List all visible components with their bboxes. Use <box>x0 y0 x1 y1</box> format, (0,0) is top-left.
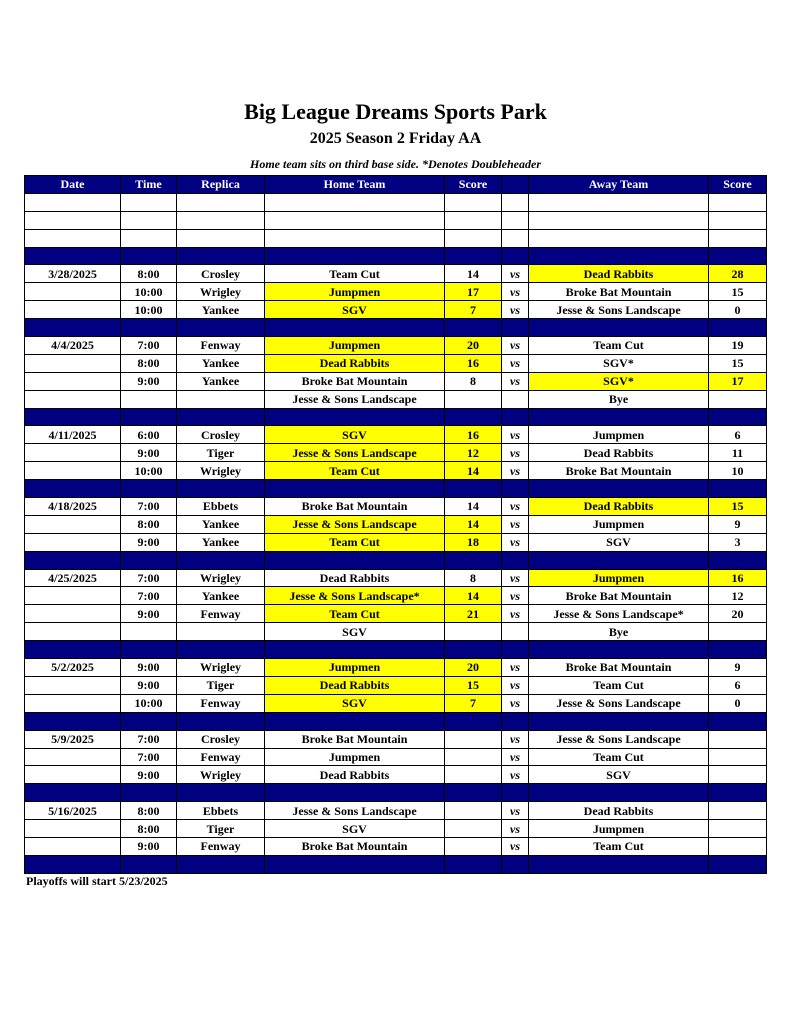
game-date: 4/4/2025 <box>25 337 121 355</box>
home-score: 17 <box>445 283 502 301</box>
home-team: Jesse & Sons Landscape <box>265 390 445 408</box>
vs-label: vs <box>502 462 529 480</box>
game-time: 10:00 <box>121 462 177 480</box>
game-row <box>25 748 767 766</box>
vs-label: vs <box>502 515 529 533</box>
game-date <box>25 533 121 551</box>
field-replica <box>177 390 265 408</box>
game-row <box>25 265 767 283</box>
away-score: 9 <box>709 659 767 677</box>
away-score <box>709 730 767 748</box>
home-team: Broke Bat Mountain <box>265 837 445 855</box>
game-row <box>25 605 767 623</box>
away-score <box>709 748 767 766</box>
home-score: 14 <box>445 265 502 283</box>
away-score <box>709 820 767 838</box>
game-date <box>25 462 121 480</box>
game-date <box>25 515 121 533</box>
home-team: Team Cut <box>265 605 445 623</box>
home-score <box>445 766 502 784</box>
home-score: 14 <box>445 462 502 480</box>
home-score <box>445 730 502 748</box>
field-replica: Ebbets <box>177 498 265 516</box>
away-team: Jumpmen <box>529 515 709 533</box>
game-row <box>25 694 767 712</box>
away-team: Jesse & Sons Landscape* <box>529 605 709 623</box>
vs-label: vs <box>502 694 529 712</box>
away-score: 15 <box>709 283 767 301</box>
away-team: Team Cut <box>529 748 709 766</box>
home-team: Broke Bat Mountain <box>265 372 445 390</box>
game-time: 7:00 <box>121 587 177 605</box>
away-team: Bye <box>529 623 709 641</box>
vs-label: vs <box>502 802 529 820</box>
vs-label: vs <box>502 820 529 838</box>
schedule-table <box>24 175 767 874</box>
game-date: 3/28/2025 <box>25 265 121 283</box>
home-score: 14 <box>445 587 502 605</box>
away-team: Broke Bat Mountain <box>529 462 709 480</box>
game-time: 10:00 <box>121 301 177 319</box>
home-score: 20 <box>445 659 502 677</box>
game-time: 8:00 <box>121 515 177 533</box>
game-row <box>25 837 767 855</box>
vs-label: vs <box>502 587 529 605</box>
separator-row <box>25 641 767 659</box>
field-replica: Fenway <box>177 605 265 623</box>
game-time: 10:00 <box>121 694 177 712</box>
game-date <box>25 587 121 605</box>
away-score: 16 <box>709 569 767 587</box>
away-score <box>709 623 767 641</box>
col-header-date: Date <box>25 176 121 194</box>
schedule-body <box>25 193 767 873</box>
home-team: SGV <box>265 623 445 641</box>
game-date <box>25 820 121 838</box>
vs-label: vs <box>502 605 529 623</box>
col-header-time: Time <box>121 176 177 194</box>
home-team: Team Cut <box>265 533 445 551</box>
home-score: 12 <box>445 444 502 462</box>
game-row <box>25 337 767 355</box>
away-score: 0 <box>709 694 767 712</box>
field-replica: Yankee <box>177 515 265 533</box>
game-row <box>25 372 767 390</box>
away-team: SGV* <box>529 372 709 390</box>
game-row <box>25 623 767 641</box>
game-date <box>25 837 121 855</box>
game-row <box>25 820 767 838</box>
field-replica: Wrigley <box>177 766 265 784</box>
game-row <box>25 283 767 301</box>
game-date: 5/2/2025 <box>25 659 121 677</box>
away-team: Jesse & Sons Landscape <box>529 694 709 712</box>
game-time: 9:00 <box>121 837 177 855</box>
vs-label: vs <box>502 283 529 301</box>
home-score <box>445 623 502 641</box>
game-row <box>25 766 767 784</box>
season-subtitle: 2025 Season 2 Friday AA <box>309 130 482 147</box>
game-time: 8:00 <box>121 265 177 283</box>
away-team: Broke Bat Mountain <box>529 587 709 605</box>
game-date: 4/11/2025 <box>25 426 121 444</box>
game-time: 6:00 <box>121 426 177 444</box>
away-score: 17 <box>709 372 767 390</box>
vs-label: vs <box>502 659 529 677</box>
away-score: 11 <box>709 444 767 462</box>
away-score: 12 <box>709 587 767 605</box>
vs-label: vs <box>502 337 529 355</box>
game-date: 5/9/2025 <box>25 730 121 748</box>
home-score <box>445 748 502 766</box>
home-team: Dead Rabbits <box>265 676 445 694</box>
game-row <box>25 462 767 480</box>
vs-label: vs <box>502 498 529 516</box>
home-team: Dead Rabbits <box>265 569 445 587</box>
away-team: Dead Rabbits <box>529 444 709 462</box>
away-score: 6 <box>709 676 767 694</box>
home-score: 14 <box>445 515 502 533</box>
field-replica: Tiger <box>177 676 265 694</box>
away-team: Jesse & Sons Landscape <box>529 730 709 748</box>
game-row <box>25 569 767 587</box>
away-score: 3 <box>709 533 767 551</box>
game-row <box>25 730 767 748</box>
game-row <box>25 354 767 372</box>
home-team: Dead Rabbits <box>265 766 445 784</box>
game-date <box>25 372 121 390</box>
vs-label: vs <box>502 569 529 587</box>
away-score: 15 <box>709 498 767 516</box>
home-score: 7 <box>445 301 502 319</box>
game-time: 10:00 <box>121 283 177 301</box>
game-row <box>25 659 767 677</box>
away-team: Team Cut <box>529 837 709 855</box>
field-replica: Tiger <box>177 444 265 462</box>
separator-row <box>25 712 767 730</box>
home-team: Jumpmen <box>265 337 445 355</box>
away-team: Broke Bat Mountain <box>529 283 709 301</box>
game-row <box>25 301 767 319</box>
game-date <box>25 390 121 408</box>
home-team: Jumpmen <box>265 659 445 677</box>
away-score: 6 <box>709 426 767 444</box>
game-row <box>25 515 767 533</box>
game-time: 7:00 <box>121 337 177 355</box>
game-date <box>25 301 121 319</box>
home-team: Jesse & Sons Landscape <box>265 515 445 533</box>
away-score <box>709 390 767 408</box>
home-team: Team Cut <box>265 462 445 480</box>
game-date <box>25 748 121 766</box>
home-score <box>445 802 502 820</box>
field-replica: Wrigley <box>177 569 265 587</box>
vs-label: vs <box>502 730 529 748</box>
game-row <box>25 426 767 444</box>
field-replica: Crosley <box>177 426 265 444</box>
game-time: 7:00 <box>121 569 177 587</box>
home-team: Jesse & Sons Landscape <box>265 444 445 462</box>
away-score <box>709 837 767 855</box>
field-replica: Yankee <box>177 354 265 372</box>
home-score: 18 <box>445 533 502 551</box>
home-score: 16 <box>445 426 502 444</box>
game-time: 7:00 <box>121 748 177 766</box>
game-row <box>25 802 767 820</box>
home-team: Jumpmen <box>265 748 445 766</box>
game-time <box>121 623 177 641</box>
field-replica: Fenway <box>177 337 265 355</box>
home-score: 8 <box>445 569 502 587</box>
away-team: SGV* <box>529 354 709 372</box>
field-replica: Fenway <box>177 748 265 766</box>
blank-row <box>25 193 767 211</box>
away-score <box>709 766 767 784</box>
home-score: 14 <box>445 498 502 516</box>
game-date: 4/25/2025 <box>25 569 121 587</box>
game-date <box>25 283 121 301</box>
game-date <box>25 623 121 641</box>
home-team: Jesse & Sons Landscape <box>265 802 445 820</box>
vs-label: vs <box>502 444 529 462</box>
field-replica: Crosley <box>177 265 265 283</box>
vs-label: vs <box>502 372 529 390</box>
away-score: 19 <box>709 337 767 355</box>
field-replica: Wrigley <box>177 659 265 677</box>
vs-label: vs <box>502 354 529 372</box>
home-score: 8 <box>445 372 502 390</box>
home-team: Jumpmen <box>265 283 445 301</box>
field-replica: Ebbets <box>177 802 265 820</box>
home-team: Broke Bat Mountain <box>265 730 445 748</box>
home-score: 15 <box>445 676 502 694</box>
field-replica <box>177 623 265 641</box>
col-header-home-team: Home Team <box>265 176 445 194</box>
home-team: SGV <box>265 694 445 712</box>
away-team: Broke Bat Mountain <box>529 659 709 677</box>
blank-row <box>25 229 767 247</box>
game-time: 8:00 <box>121 354 177 372</box>
home-team: SGV <box>265 426 445 444</box>
away-team: SGV <box>529 766 709 784</box>
away-team: Jesse & Sons Landscape <box>529 301 709 319</box>
game-time: 7:00 <box>121 498 177 516</box>
away-score <box>709 802 767 820</box>
game-time: 8:00 <box>121 802 177 820</box>
field-replica: Wrigley <box>177 462 265 480</box>
vs-label <box>502 390 529 408</box>
vs-label: vs <box>502 301 529 319</box>
away-team: Dead Rabbits <box>529 265 709 283</box>
field-replica: Yankee <box>177 533 265 551</box>
separator-row <box>25 408 767 426</box>
vs-label: vs <box>502 766 529 784</box>
home-score <box>445 820 502 838</box>
col-header-away-score: Score <box>709 176 767 194</box>
home-team: Dead Rabbits <box>265 354 445 372</box>
game-row <box>25 390 767 408</box>
home-team: Team Cut <box>265 265 445 283</box>
page-title: Big League Dreams Sports Park <box>244 99 547 124</box>
separator-row <box>25 551 767 569</box>
separator-row <box>25 247 767 265</box>
field-replica: Yankee <box>177 372 265 390</box>
table-header-row <box>25 176 767 194</box>
game-time: 9:00 <box>121 533 177 551</box>
away-team: SGV <box>529 533 709 551</box>
away-team: Dead Rabbits <box>529 498 709 516</box>
game-time: 9:00 <box>121 605 177 623</box>
away-score: 20 <box>709 605 767 623</box>
separator-row <box>25 784 767 802</box>
game-date <box>25 354 121 372</box>
game-date <box>25 605 121 623</box>
away-team: Jumpmen <box>529 820 709 838</box>
home-score: 16 <box>445 354 502 372</box>
vs-label: vs <box>502 265 529 283</box>
field-replica: Wrigley <box>177 283 265 301</box>
vs-label: vs <box>502 533 529 551</box>
game-time: 7:00 <box>121 730 177 748</box>
home-team: Jesse & Sons Landscape* <box>265 587 445 605</box>
game-time: 8:00 <box>121 820 177 838</box>
vs-label: vs <box>502 837 529 855</box>
away-score: 10 <box>709 462 767 480</box>
col-header-vs <box>502 176 529 194</box>
home-team: Broke Bat Mountain <box>265 498 445 516</box>
vs-label: vs <box>502 748 529 766</box>
game-time: 9:00 <box>121 372 177 390</box>
field-replica: Yankee <box>177 587 265 605</box>
field-replica: Crosley <box>177 730 265 748</box>
field-replica: Fenway <box>177 694 265 712</box>
game-date: 4/18/2025 <box>25 498 121 516</box>
vs-label: vs <box>502 426 529 444</box>
game-row <box>25 444 767 462</box>
game-date: 5/16/2025 <box>25 802 121 820</box>
vs-label: vs <box>502 676 529 694</box>
col-header-home-score: Score <box>445 176 502 194</box>
field-replica: Tiger <box>177 820 265 838</box>
game-row <box>25 676 767 694</box>
game-time: 9:00 <box>121 676 177 694</box>
game-row <box>25 533 767 551</box>
home-score <box>445 837 502 855</box>
separator-row <box>25 855 767 873</box>
away-score: 9 <box>709 515 767 533</box>
away-team: Dead Rabbits <box>529 802 709 820</box>
home-team-note: Home team sits on third base side. *Denotes Doubleheader <box>250 157 541 171</box>
away-score: 28 <box>709 265 767 283</box>
away-team: Jumpmen <box>529 569 709 587</box>
field-replica: Fenway <box>177 837 265 855</box>
col-header-away-team: Away Team <box>529 176 709 194</box>
home-score <box>445 390 502 408</box>
home-score: 20 <box>445 337 502 355</box>
home-score: 7 <box>445 694 502 712</box>
game-date <box>25 694 121 712</box>
away-score: 15 <box>709 354 767 372</box>
game-time: 9:00 <box>121 659 177 677</box>
vs-label <box>502 623 529 641</box>
game-time: 9:00 <box>121 444 177 462</box>
game-row <box>25 498 767 516</box>
game-date <box>25 676 121 694</box>
game-date <box>25 444 121 462</box>
separator-row <box>25 480 767 498</box>
home-team: SGV <box>265 301 445 319</box>
away-team: Jumpmen <box>529 426 709 444</box>
field-replica: Yankee <box>177 301 265 319</box>
game-row <box>25 587 767 605</box>
playoffs-note: Playoffs will start 5/23/2025 <box>26 874 168 888</box>
home-team: SGV <box>265 820 445 838</box>
home-score: 21 <box>445 605 502 623</box>
away-team: Bye <box>529 390 709 408</box>
away-score: 0 <box>709 301 767 319</box>
col-header-replica: Replica <box>177 176 265 194</box>
blank-row <box>25 211 767 229</box>
away-team: Team Cut <box>529 676 709 694</box>
game-date <box>25 766 121 784</box>
game-time <box>121 390 177 408</box>
separator-row <box>25 319 767 337</box>
game-time: 9:00 <box>121 766 177 784</box>
away-team: Team Cut <box>529 337 709 355</box>
